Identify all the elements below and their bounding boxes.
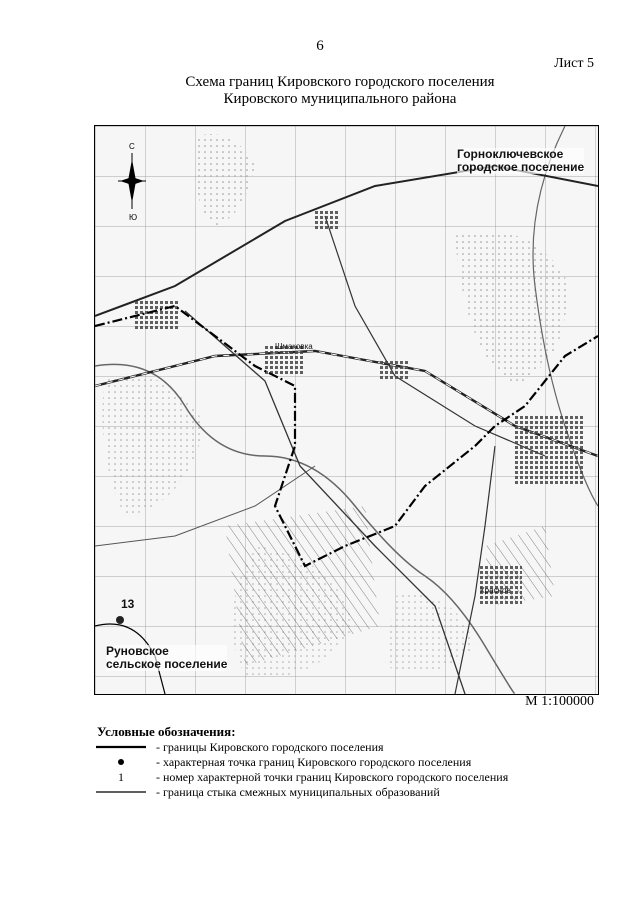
boundary-point-13 [116,616,124,624]
title-line-1: Схема границ Кировского городского поселения [185,74,495,90]
legend-item-number [96,770,576,784]
thick-line-symbol [96,740,146,754]
label-gornoklyuchevskoe: Горноключевское городское поселение [457,147,585,174]
svg-text:Ю: Ю [129,213,138,222]
label-krasnoe: Красное [480,586,511,595]
settlement [515,416,585,486]
legend-item-point [96,755,576,769]
legend-item-text: - номер характерной точки границ Кировского городского поселения [156,770,509,784]
thin-line-symbol [96,785,146,799]
settlement [315,211,339,229]
settlement [380,361,408,381]
title-line-2: Кировского муниципального района [223,91,457,107]
map-scale: М 1:100000 [525,694,594,709]
sheet-label: Лист 5 [554,56,594,71]
map-frame[interactable] [94,125,599,695]
legend-item-boundary [96,740,576,754]
map-canvas [95,126,598,694]
label-point-13: 13 [121,597,135,611]
legend-item-text: - граница стыка смежных муниципальных образований [156,785,440,799]
legend-title: Условные обозначения: [97,724,236,739]
legend-item-text: - границы Кировского городского поселения [156,740,384,754]
page-number: 6 [316,38,324,54]
number-symbol: 1 [118,770,124,784]
map-title [0,74,640,108]
svg-text:С: С [129,142,135,151]
dot-symbol [96,755,146,769]
label-shmakovka: Шмаковка [275,342,313,351]
legend-item-adjacent [96,785,576,799]
legend-item-text: - характерная точка границ Кировского городского поселения [156,755,472,769]
label-runovskoe: Руновское сельское поселение [106,644,228,671]
